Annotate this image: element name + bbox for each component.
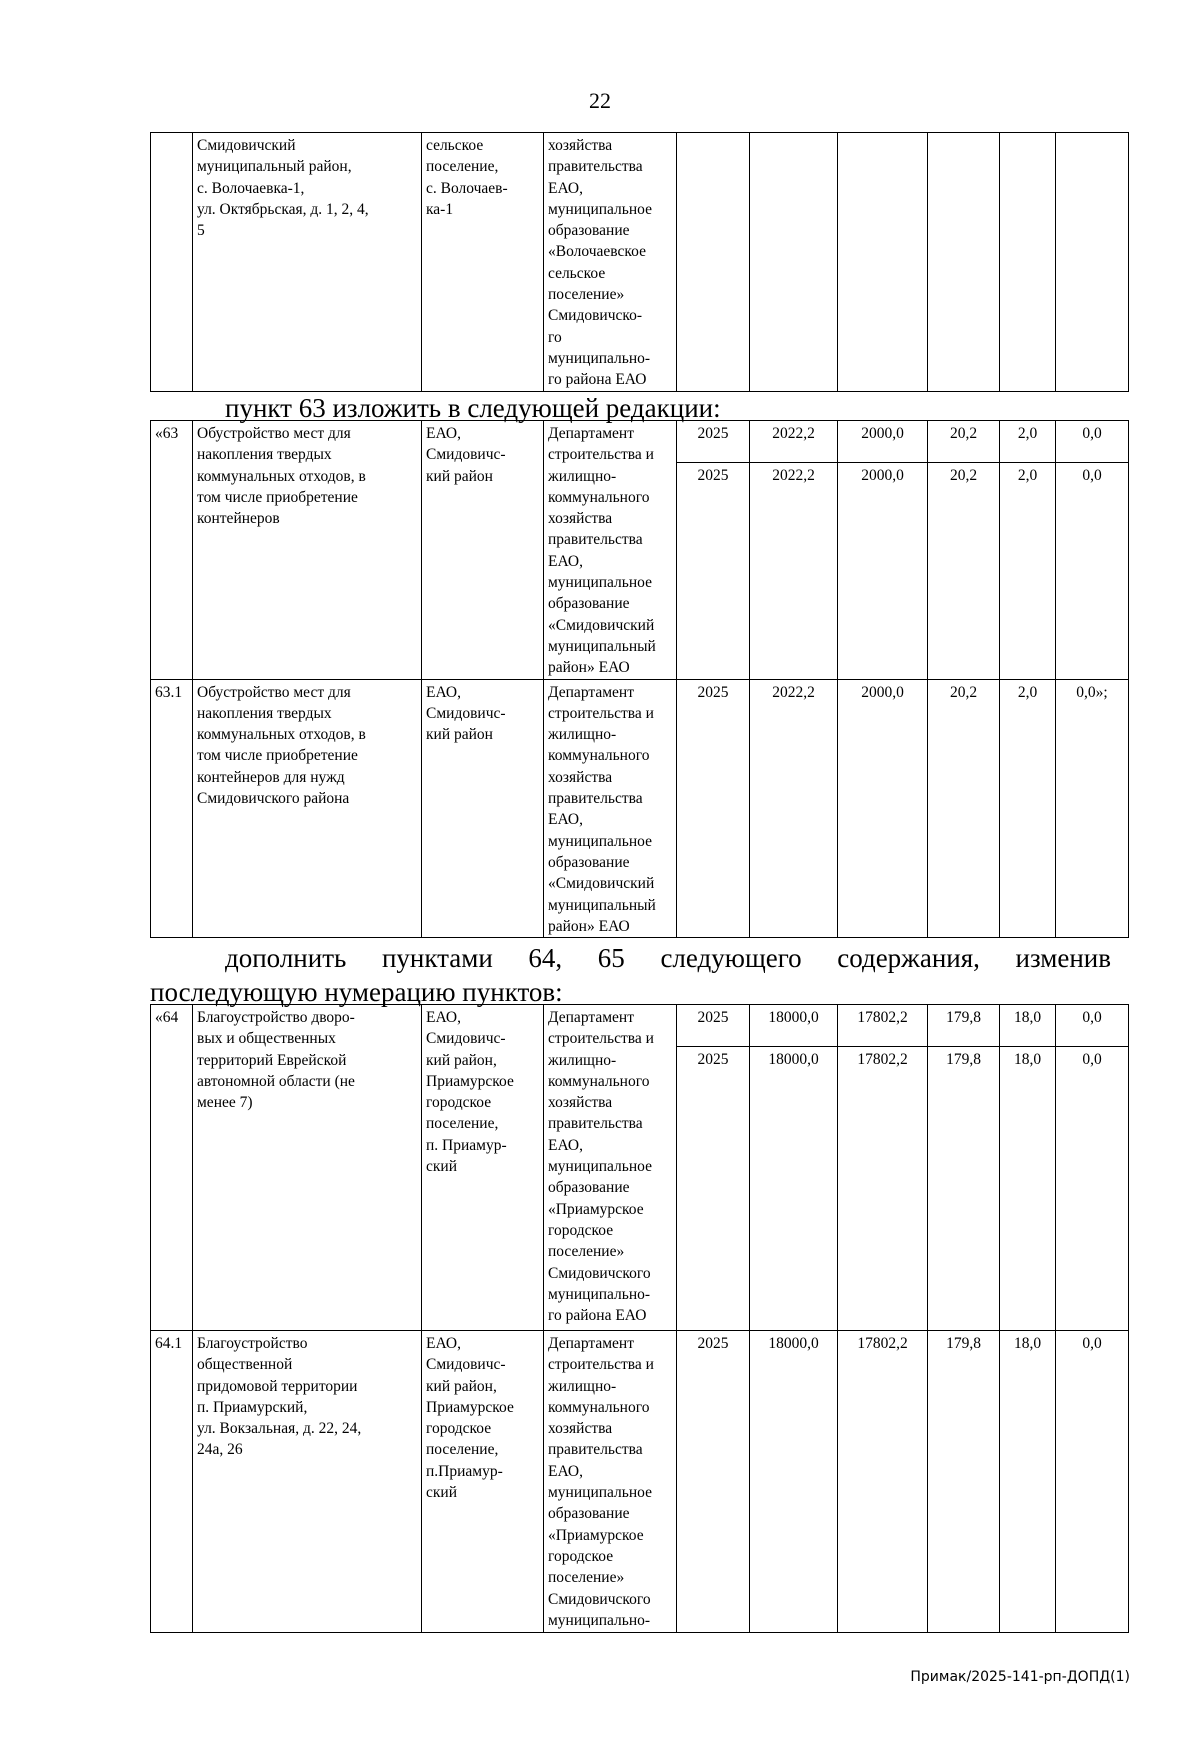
value-regional: 20,2 [928,421,1000,463]
row-number: 63.1 [151,679,193,938]
object-name: Благоустройство общественной придомовой территории п. Приамурский, ул. Вокзальная, д. 22, 24, 24а, 26 [193,1331,422,1633]
table-item-63 [150,420,1129,938]
value-cell [928,133,1000,392]
value-local: 18,0 [1000,1331,1056,1633]
value-year: 2025 [677,679,750,938]
value-other: 0,0 [1056,463,1129,679]
object-location: сельское поселение, с. Волочаев- ка-1 [422,133,544,392]
object-name: Обустройство мест для накопления твердых коммунальных отходов, в том числе приобретение контейнеров для нужд Смидовичского района [193,679,422,938]
value-total: 18000,0 [750,1005,838,1047]
value-total: 18000,0 [750,1331,838,1633]
value-federal: 2000,0 [838,421,928,463]
value-year: 2025 [677,1047,750,1331]
row-number: 64.1 [151,1331,193,1633]
value-local: 2,0 [1000,463,1056,679]
value-year: 2025 [677,1331,750,1633]
row-number: «63 [151,421,193,680]
table-continuation [150,132,1129,392]
value-regional: 20,2 [928,679,1000,938]
value-other: 0,0 [1056,421,1129,463]
value-local: 18,0 [1000,1005,1056,1047]
value-cell [838,133,928,392]
value-regional: 179,8 [928,1005,1000,1047]
value-total: 2022,2 [750,679,838,938]
value-year: 2025 [677,421,750,463]
document-footer-code: Примак/2025-141-рп-ДОПД(1) [910,1669,1130,1685]
executor: хозяйства правительства ЕАО, муниципальное образование «Волочаевское сельское поселение» Смидовичско- го муниципально- го района ЕАО [544,133,677,392]
object-location: ЕАО, Смидовичс- кий район [422,679,544,938]
value-regional: 179,8 [928,1331,1000,1633]
table-item-64 [150,1004,1129,1633]
value-other: 0,0 [1056,1005,1129,1047]
value-federal: 2000,0 [838,463,928,679]
value-other: 0,0 [1056,1047,1129,1331]
value-regional: 20,2 [928,463,1000,679]
value-total: 18000,0 [750,1047,838,1331]
value-local: 18,0 [1000,1047,1056,1331]
executor: Департамент строительства и жилищно- коммунального хозяйства правительства ЕАО, муниципальное образование «Смидовичский муниципальный район» ЕАО [544,421,677,680]
object-name: Смидовичский муниципальный район, с. Волочаевка-1, ул. Октябрьская, д. 1, 2, 4, 5 [193,133,422,392]
value-local: 2,0 [1000,679,1056,938]
value-total: 2022,2 [750,463,838,679]
executor: Департамент строительства и жилищно- коммунального хозяйства правительства ЕАО, муниципальное образование «Приамурское городское поселение» Смидовичского муниципально- го района ЕАО [544,1005,677,1331]
object-location: ЕАО, Смидовичс- кий район, Приамурское городское поселение, п.Приамур- ский [422,1331,544,1633]
table-row [151,679,1129,938]
row-number: «64 [151,1005,193,1331]
executor: Департамент строительства и жилищно- коммунального хозяйства правительства ЕАО, муниципальное образование «Смидовичский муниципальный район» ЕАО [544,679,677,938]
row-number [151,133,193,392]
value-cell [1000,133,1056,392]
executor: Департамент строительства и жилищно- коммунального хозяйства правительства ЕАО, муниципальное образование «Приамурское городское поселение» Смидовичского муниципально- [544,1331,677,1633]
object-location: ЕАО, Смидовичс- кий район [422,421,544,680]
value-year: 2025 [677,463,750,679]
heading-items-64-65-line1: дополнить пунктами 64, 65 следующего содержания, изменив [225,943,1111,973]
value-federal: 17802,2 [838,1047,928,1331]
object-location: ЕАО, Смидовичс- кий район, Приамурское городское поселение, п. Приамур- ский [422,1005,544,1331]
value-year: 2025 [677,1005,750,1047]
object-name: Обустройство мест для накопления твердых коммунальных отходов, в том числе приобретение контейнеров [193,421,422,680]
table-row [151,1005,1129,1047]
value-federal: 17802,2 [838,1005,928,1047]
value-cell [750,133,838,392]
value-regional: 179,8 [928,1047,1000,1331]
value-federal: 2000,0 [838,679,928,938]
value-cell [1056,133,1129,392]
table-row [151,1331,1129,1633]
object-name: Благоустройство дворо- вых и общественных территорий Еврейской автономной области (не менее 7) [193,1005,422,1331]
value-other: 0,0»; [1056,679,1129,938]
table-row [151,133,1129,392]
table-row [151,421,1129,463]
value-federal: 17802,2 [838,1331,928,1633]
value-total: 2022,2 [750,421,838,463]
value-local: 2,0 [1000,421,1056,463]
value-other: 0,0 [1056,1331,1129,1633]
heading-items-64-65-line2: последующую нумерацию пунктов: [150,977,563,1007]
page-number: 22 [589,88,611,113]
value-cell [677,133,750,392]
heading-item-63: пункт 63 изложить в следующей редакции: [225,393,721,423]
